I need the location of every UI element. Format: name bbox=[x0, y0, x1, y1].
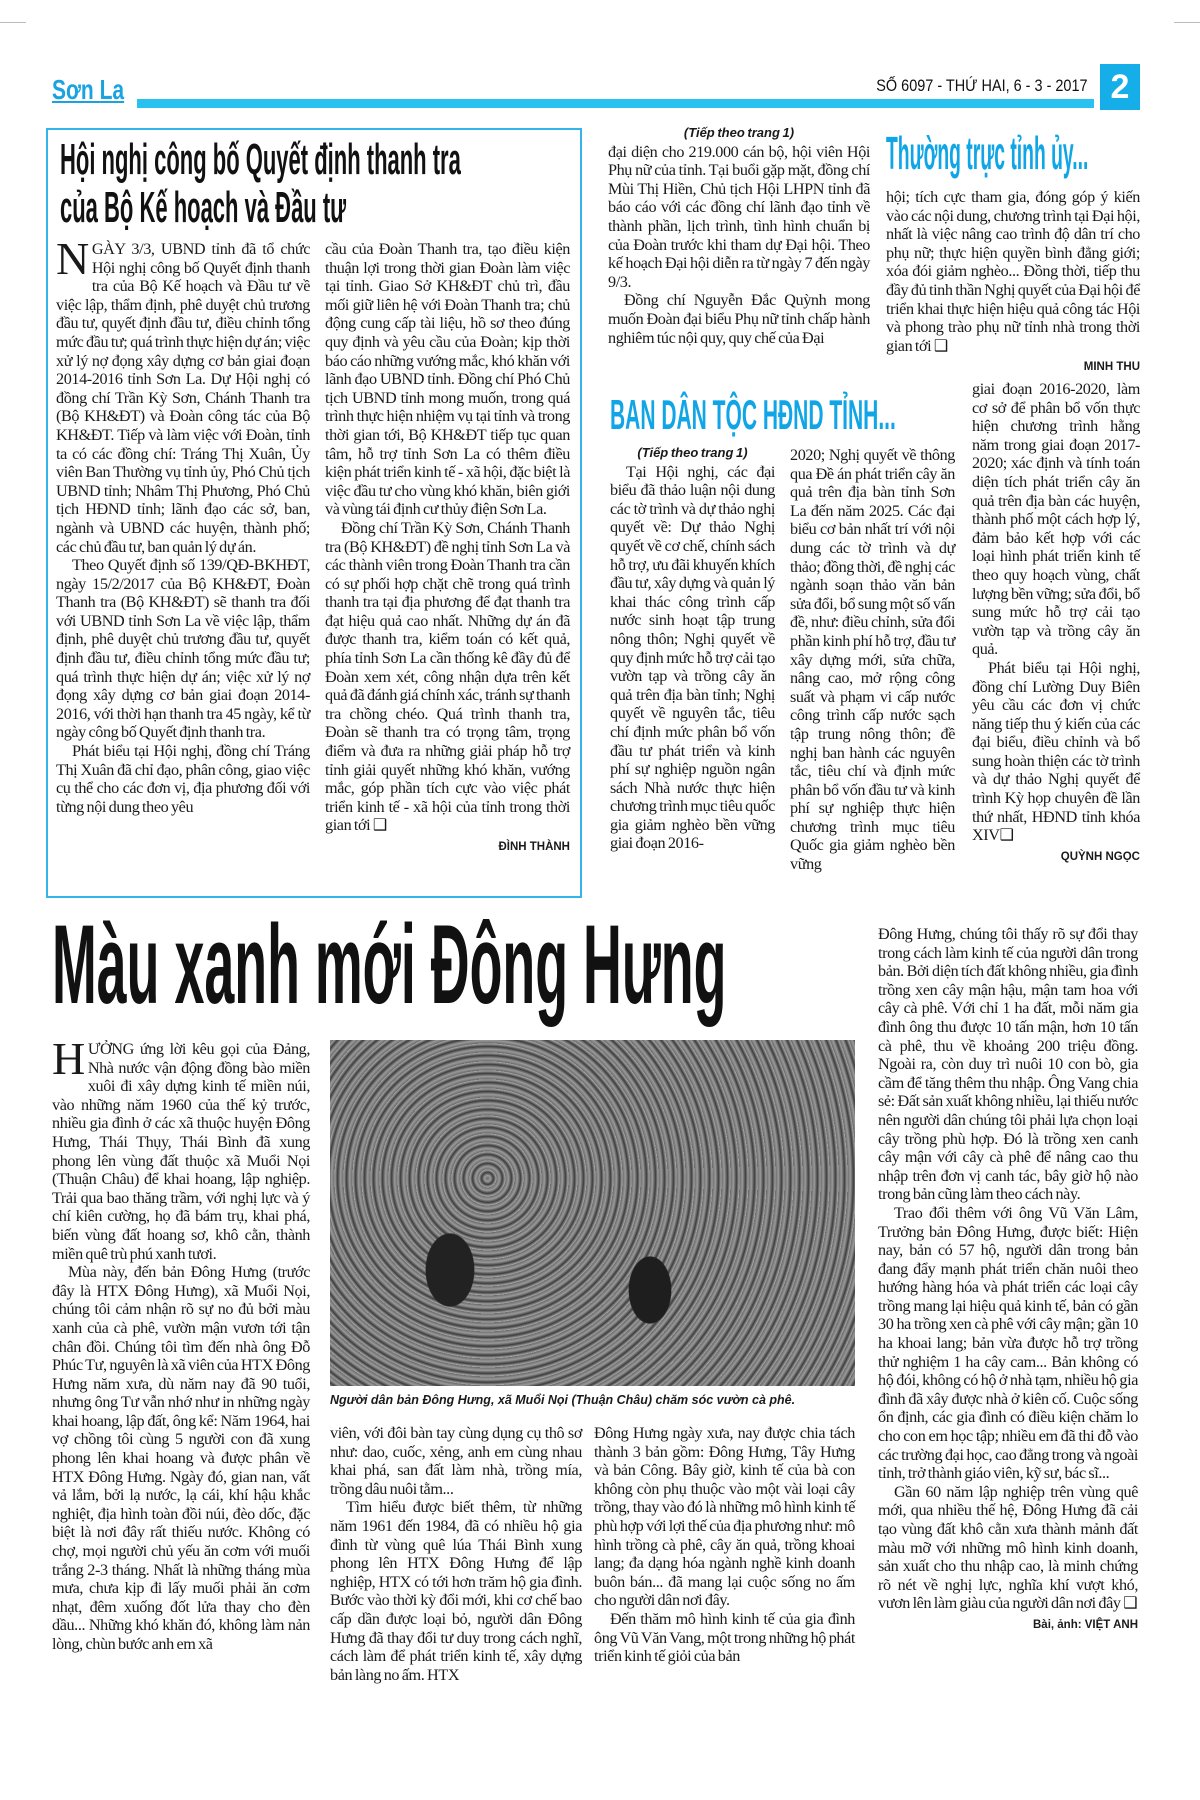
feature-column bbox=[878, 925, 1138, 1635]
paragraph: Mùa này, đến bản Đông Hưng (trước đây là HTX Đông Hưng), xã Muổi Nọi, chúng tôi cảm nhận rõ sự no đủ bởi màu xanh của cà phê, vườn mận vươn tới tận chân đồi. Chúng tôi tìm đến nhà ông Đỗ Phúc Tư, nguyên là xã viên của HTX Đông Hưng năm xưa, dù năm nay đã 90 tuổi, nhưng ông Tư vẫn nhớ như in những ngày khai hoang, lập đất, ông kể: Năm 1964, hai vợ chồng tôi cùng 5 người con đã xung phong lên khai hoang và được phân về HTX Đông Hưng. Ngày đó, gian nan, vất vả lắm, bởi lạ nước, lạ cái, khí hậu khắc nghiệt, địa hình toàn đồi núi, đèo dốc, đặc biệt là nơi đây rất thiếu nước. Không có chợ, mọi người chủ yếu ăn cơm với muối trắng 2-3 tháng. Nhất là những tháng mùa mưa, chưa kịp đi lấy muối phải ăn cơm nhạt, đêm xuống đốt lửa thay cho đèn dầu... Những khó khăn đó, không làm nản lòng, chùn bước anh em xã bbox=[52, 1263, 310, 1653]
paragraph: đại diện cho 219.000 cán bộ, hội viên Hội Phụ nữ của tỉnh. Tại buổi gặp mặt, đồng chí Mùi Thị Hiền, Chủ tịch Hội LHPN tỉnh đã báo cáo với các đồng chí lãnh đạo tỉnh về thành phần, lịch trình, tình hình chuẩn bị của Đoàn trước khi tham dự Đại hội. Theo kế hoạch Đại hội diễn ra từ ngày 7 đến ngày 9/3. bbox=[608, 142, 870, 291]
byline: Bài, ảnh: VIỆT ANH bbox=[1033, 1618, 1138, 1631]
continuation-column bbox=[608, 124, 870, 347]
continued-note: (Tiếp theo trang 1) bbox=[683, 125, 795, 140]
paragraph: 2020; Nghị quyết về thông qua Đề án phát triển cây ăn quả trên địa bàn tỉnh Sơn La đến năm 2025. Các đại biểu cơ bản nhất trí với nội dung các tờ trình và dự thảo; đồng thời, đề nghị các ngành soạn thảo văn bản sửa đổi, bổ sung một số vấn đề, như: điều chỉnh, sửa đổi phần kinh phí hỗ trợ, đầu tư xây dựng mới, sửa chữa, nâng cao, mở rộng công suất và phạm vi cấp nước công trình cấp nước sạch tập trung nông thôn; đề nghị ban hành các nguyên tắc, tiêu chí và định mức phân bổ vốn đầu tư và kinh phí sự nghiệp thực hiện chương trình mục tiêu Quốc gia giảm nghèo bền vững bbox=[790, 446, 955, 874]
paragraph: viên, với đôi bàn tay cùng dụng cụ thô sơ như: dao, cuốc, xẻng, anh em cùng nhau khai phá, san đất làm nhà, trồng mía, trồng dâu nuôi tằm... bbox=[330, 1424, 582, 1498]
paragraph: HƯỞNG ứng lời kêu gọi của Đảng, Nhà nước vận động đồng bào miền xuôi đi xây dựng kinh tế miền núi, vào những năm 1960 của thế kỷ trước, nhiều gia đình ở các xã thuộc huyện Đông Hưng, Thái Thụy, Thái Bình đã xung phong lên vùng đất thuộc xã Muổi Nọi (Thuận Châu) để khai hoang, lập nghiệp. Trải qua bao thăng trầm, với nghị lực và ý chí kiên cường, họ đã bám trụ, khai phá, biến vùng đất hoang sơ, khô cằn, thành miền quê trù phú xanh tươi. bbox=[52, 1033, 310, 1263]
article-column bbox=[790, 446, 955, 874]
article-column bbox=[610, 444, 775, 853]
crop-mark bbox=[0, 22, 26, 23]
article-title: BAN DÂN TỘC HĐND TỈNH... bbox=[610, 391, 896, 438]
article-column bbox=[56, 233, 310, 816]
header-rule bbox=[137, 99, 1094, 108]
paragraph: cầu của Đoàn Thanh tra, tạo điều kiện thuận lợi trong thời gian Đoàn làm việc tại tỉnh. Giao Sở KH&ĐT chủ trì, đầu mối giữ liên hệ với Đoàn Thanh tra; chủ động cung cấp tài liệu, hồ sơ theo đúng quy định và yêu cầu của Đoàn; kịp thời báo cáo những vướng mắc, khó khăn với lãnh đạo UBND tỉnh. Đồng chí Phó Chủ tịch UBND tỉnh mong muốn, trong quá trình thực hiện nhiệm vụ tại tỉnh và trong thời gian tới, Bộ KH&ĐT tiếp tục quan tâm, hỗ trợ tỉnh Sơn La có thêm điều kiện phát triển kinh tế - xã hội, đặc biệt là việc đầu tư cho vùng khó khăn, biên giới và vùng tái định cư thủy điện Sơn La. bbox=[325, 240, 570, 519]
article-column bbox=[325, 240, 570, 857]
crop-mark bbox=[1174, 22, 1200, 23]
article-title: Thường trực tỉnh ủy... bbox=[886, 127, 1089, 179]
feature-column bbox=[594, 1424, 855, 1666]
photo-caption: Người dân bản Đông Hưng, xã Muổi Nọi (Thuận Châu) chăm sóc vườn cà phê. bbox=[330, 1393, 796, 1407]
article-column bbox=[886, 188, 1140, 377]
paragraph: Tìm hiểu được biết thêm, từ những năm 1961 đến 1984, đã có nhiều hộ gia đình từ vùng quê lúa Thái Bình xung phong lên HTX Đông Hưng để lập nghiệp, HTX có tới hơn trăm hộ gia đình. Bước vào thời kỳ đổi mới, khi cơ chế bao cấp dần được loại bỏ, người dân Đông Hưng đã thay đổi tư duy trong cách nghĩ, cách làm để phát triển kinh tế, xây dựng bản làng no ấm. HTX bbox=[330, 1498, 582, 1684]
paragraph: Đến thăm mô hình kinh tế của gia đình ông Vũ Văn Vang, một trong những hộ phát triển kinh tế giỏi của bản bbox=[594, 1609, 855, 1666]
page-number: 2 bbox=[1100, 64, 1140, 110]
paragraph: Đông Hưng ngày xưa, nay được chia tách thành 3 bản gồm: Đông Hưng, Tây Hưng và bản Công. Bây giờ, kinh tế của bà con không còn phụ thuộc vào một vài loại cây trồng, thay vào đó là những mô hình kinh tế phù hợp với lợi thế của địa phương như: mô hình trồng cà phê, cây ăn quả, trồng khoai lang; đa dạng hóa ngành nghề kinh doanh buôn bán... đã mang lại cuộc sống no ấm cho người dân nơi đây. bbox=[594, 1424, 855, 1610]
title-line: của Bộ Kế hoạch và Đầu tư bbox=[60, 183, 347, 232]
byline: QUỲNH NGỌC bbox=[1060, 850, 1140, 863]
paragraph: hội; tích cực tham gia, đóng góp ý kiến vào các nội dung, chương trình tại Đại hội, nhất là việc nâng cao trình độ dân trí cho phụ nữ; thực hiện quyền bình đẳng giới; xóa đói giảm nghèo... Đồng thời, tiếp thu đầy đủ tinh thần Nghị quyết của Đại hội để triển khai thực hiện hiệu quả công tác Hội và phong trào phụ nữ tỉnh nhà trong thời gian tới ❑ bbox=[886, 188, 1140, 355]
feature-column bbox=[52, 1033, 310, 1654]
paragraph: Tại Hội nghị, các đại biểu đã thảo luận nội dung các tờ trình và dự thảo nghị quyết về: Dự thảo Nghị quyết về cơ chế, chính sách hỗ trợ, ưu đãi khuyến khích đầu tư, xây dựng và quản lý khai thác công trình cấp nước sinh hoạt tập trung nông thôn; Nghị quyết về quy định mức hỗ trợ cải tạo vườn tạp và trồng cây ăn quả trên địa bàn tỉnh; Nghị quyết về nguyên tắc, tiêu chí định mức phân bổ vốn đầu tư phát triển và kinh phí sự nghiệp nguồn ngân sách Nhà nước thực hiện chương trình mục tiêu quốc gia giảm nghèo bền vững giai đoạn 2016- bbox=[610, 462, 775, 853]
continued-note: (Tiếp theo trang 1) bbox=[637, 445, 748, 460]
paragraph: Gần 60 năm lập nghiệp trên vùng quê mới, qua nhiều thế hệ, Đông Hưng đã cải tạo vùng đất khô cằn xưa thành mảnh đất màu mỡ với những mô hình kinh doanh, sản xuất cho thu nhập cao, là minh chứng rõ nét về nghị lực, nghĩa khí vượt khó, vươn lên làm giàu của người dân nơi đây ❑ bbox=[878, 1482, 1138, 1613]
coffee-garden-photo bbox=[330, 1040, 855, 1386]
issue-info: SỐ 6097 - THỨ HAI, 6 - 3 - 2017 bbox=[876, 76, 1088, 95]
paragraph: Phát biểu tại Hội nghị, đồng chí Tráng Thị Xuân đã chỉ đạo, phân công, giao việc cụ thể cho các đơn vị, địa phương đối với từng nội dung theo yêu bbox=[56, 742, 310, 816]
title-line: Hội nghị công bố Quyết định thanh tra bbox=[60, 135, 461, 184]
feature-title: Màu xanh mới Đông Hưng bbox=[52, 902, 727, 1027]
article-title bbox=[60, 136, 461, 232]
paragraph: Đông Hưng, chúng tôi thấy rõ sự đổi thay trong cách làm kinh tế của người dân trong bản. Bởi diện tích đất không nhiều, gia đình trồng xen cây mận hậu, mận tam hoa với cây cà phê. Với chỉ 1 ha đất, mỗi năm gia đình ông thu được 10 tấn mận, hơn 10 tấn cà phê, thu về khoảng 200 triệu đồng. Ngoài ra, còn duy trì nuôi 10 con bò, gia cầm để tăng thêm thu nhập. Ông Vang chia sẻ: Đất sản xuất không nhiều, lại thiếu nước nên người dân chúng tôi phải lựa chọn loại cây trồng phù hợp. Đó là trồng xen canh cây mận với cây cà phê để nâng cao thu nhập trên đơn vị canh tác, bây giờ hộ nào trong bản cũng làm theo cách này. bbox=[878, 925, 1138, 1204]
paragraph: Trao đổi thêm với ông Vũ Văn Lâm, Trưởng bản Đông Hưng, được biết: Hiện nay, bản có 57 hộ, người dân trong bản đang đẩy mạnh phát triển chăn nuôi theo hướng hàng hóa và phát triển các loại cây trồng mang lại hiệu quả kinh tế, bản có gần 30 ha trồng xen cà phê với cây mận; gần 10 ha khoai lang; bản vừa được hỗ trợ trồng thử nghiệm 1 ha cây cam... Bản không có hộ đói, không có hộ ở nhà tạm, nhiều hộ gia đình đã xây được nhà ở kiên cố. Cuộc sống ổn định, các gia đình có điều kiện chăm lo cho con em học tập; nhiều em đã thi đỗ vào các trường đại học, cao đẳng trong và ngoài tỉnh, trở thành giáo viên, kỹ sư, bác sĩ... bbox=[878, 1203, 1138, 1483]
paragraph: Theo Quyết định số 139/QĐ-BKHĐT, ngày 15/2/2017 của Bộ KH&ĐT, Đoàn Thanh tra (Bộ KH&ĐT) sẽ thanh tra đối với UBND tỉnh Sơn La về việc lập, thẩm định, phê duyệt chủ trương đầu tư, quyết định đầu tư, điều chỉnh tổng mức đầu tư; quá trình thực hiện dự án; việc xử lý nợ đọng xây dựng cơ bản giai đoạn 2014-2016, với thời hạn thanh tra 45 ngày, kể từ ngày công bố Quyết định thanh tra. bbox=[56, 556, 310, 742]
paragraph: giai đoạn 2016-2020, làm cơ sở để phân bổ vốn thực hiện chương trình hằng năm trong giai đoạn 2017-2020; xác định và tính toán diện tích phát triển cây ăn quả trên địa bàn các huyện, thành phố một cách hợp lý, đảm bảo kết hợp với các loại hình phát triển kinh tế theo quy hoạch vùng, chất lượng bền vững; sửa đổi, bổ sung mức hỗ trợ cải tạo vườn tạp và trồng cây ăn quả. bbox=[972, 380, 1140, 659]
feature-column bbox=[330, 1424, 582, 1684]
paragraph: Đồng chí Trần Kỳ Sơn, Chánh Thanh tra (Bộ KH&ĐT) đề nghị tỉnh Sơn La và các thành viên trong Đoàn Thanh tra cần có sự phối hợp chặt chẽ trong quá trình thanh tra tại địa phương để đạt thanh tra đạt hiệu quả cao nhất. Những dự án đã được thanh tra, kiểm toán có kết quả, phía tỉnh Sơn La cần thống kê đầy đủ để Đoàn xem xét, công nhận dựa trên kết quả đã đánh giá chính xác, tránh sự thanh tra chồng chéo. Quá trình thanh tra, Đoàn sẽ thanh tra có trọng tâm, trọng điểm và đưa ra những giải pháp hỗ trợ tỉnh giải quyết những khó khăn, vướng mắc, góp phần tích cực vào việc phát triển kinh tế - xã hội của tỉnh trong thời gian tới ❑ bbox=[325, 518, 570, 835]
section-name: Sơn La bbox=[52, 74, 125, 105]
paragraph: Đồng chí Nguyễn Đắc Quỳnh mong muốn Đoàn đại biểu Phụ nữ tỉnh chấp hành nghiêm túc nội quy, quy chế của Đại bbox=[608, 291, 870, 347]
article-column bbox=[972, 380, 1140, 866]
byline: MINH THU bbox=[1083, 361, 1140, 374]
byline: ĐÌNH THÀNH bbox=[498, 841, 570, 853]
paragraph: NGÀY 3/3, UBND tỉnh đã tổ chức Hội nghị công bố Quyết định thanh tra của Bộ Kế hoạch và Đầu tư về việc lập, thẩm định, phê duyệt chủ trương đầu tư, quyết định đầu tư, điều chỉnh tổng mức đầu tư; quá trình thực hiện dự án; việc xử lý nợ đọng xây dựng cơ bản giai đoạn 2014-2016 tỉnh Sơn La. Dự Hội nghị có đồng chí Trần Kỳ Sơn, Chánh Thanh tra (Bộ KH&ĐT) và Đoàn công tác của Bộ KH&ĐT. Tiếp và làm việc với Đoàn, tỉnh ta có các đồng chí: Tráng Thị Xuân, Ủy viên Ban Thường vụ tỉnh ủy, Phó Chủ tịch UBND tỉnh; Nhâm Thị Phương, Phó Chủ tịch HĐND tỉnh; lãnh đạo các sở, ban, ngành và UBND các huyện, thành phố; các chủ đầu tư, ban quản lý dự án. bbox=[56, 233, 310, 556]
paragraph: Phát biểu tại Hội nghị, đồng chí Lường Duy Biên yêu cầu các đơn vị chức năng tiếp thu ý kiến của các đại biểu, điều chỉnh và bổ sung hoàn thiện các tờ trình và dự thảo Nghị quyết để trình Kỳ họp chuyên đề lần thứ nhất, HĐND tỉnh khóa XIV❑ bbox=[972, 658, 1140, 845]
